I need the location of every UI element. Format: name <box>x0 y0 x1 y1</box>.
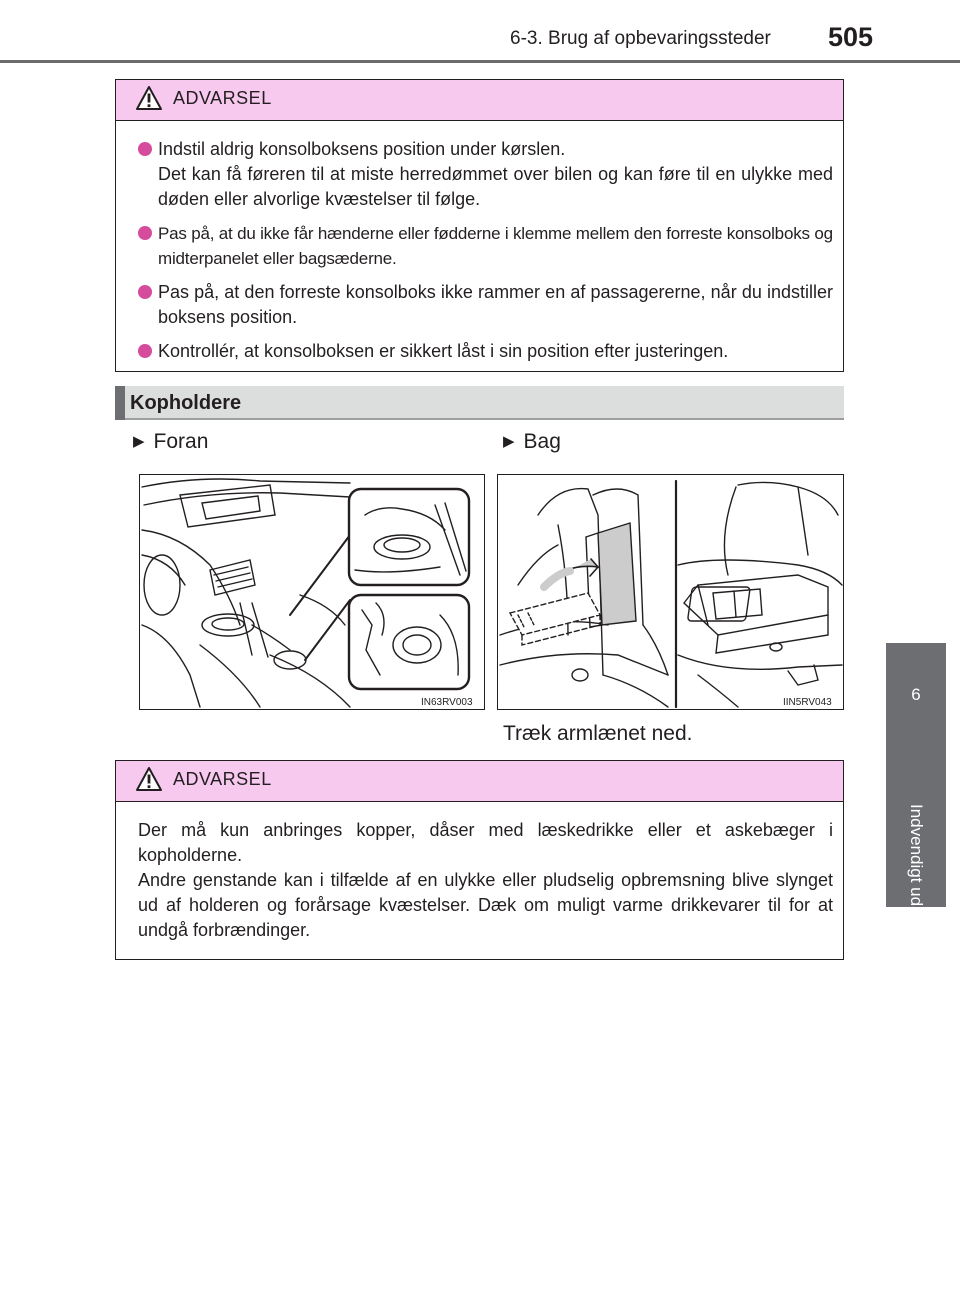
bullet-icon <box>138 344 152 358</box>
warning-item <box>138 339 833 364</box>
warning-box-console <box>115 79 844 372</box>
warning-title: ADVARSEL <box>173 88 272 108</box>
warning-item <box>138 137 833 212</box>
warning-item <box>138 280 833 330</box>
warning-item <box>138 221 833 271</box>
header-rule <box>0 60 960 63</box>
section-title: Kopholdere <box>130 392 242 414</box>
warning-item-line: Indstil aldrig konsolboksens position under kørslen. <box>158 139 566 159</box>
warning-triangle-icon <box>136 767 162 791</box>
warning-item-text: Kontrollér, at konsolboksen er sikkert låst i sin position efter justeringen. <box>158 341 729 361</box>
chapter-tab-label: Indvendigt udstyr <box>907 804 926 934</box>
warning-item-text: Det kan få føreren til at miste herredømmet over bilen og kan føre til en ulykke med døden eller alvorlige kvæstelser til følge. <box>158 164 833 209</box>
front-label <box>133 430 208 454</box>
bullet-icon <box>138 142 152 156</box>
warning-header <box>116 761 843 802</box>
rear-armrest-illustration <box>497 474 844 710</box>
triangle-arrow-icon: ▶ <box>503 433 515 450</box>
warning-paragraph: Der må kun anbringes kopper, dåser med læskedrikke eller et askebæger i kopholderne. <box>138 820 833 865</box>
warning-body <box>116 802 843 957</box>
warning-triangle-icon <box>136 86 162 110</box>
triangle-arrow-icon: ▶ <box>133 433 145 450</box>
warning-header <box>116 80 843 121</box>
running-header-section: 6-3. Brug af opbevaringssteder <box>510 28 771 49</box>
front-console-drawing <box>140 475 484 709</box>
warning-paragraph: Andre genstande kan i tilfælde af en ulykke eller pludselig opbremsning blive slynget ud af holderen og forårsage kvæstelser. Dæk om muligt varme drikkevarer til for at undgå forbrændinger. <box>138 870 833 940</box>
rear-caption: Træk armlænet ned. <box>503 722 693 745</box>
warning-title: ADVARSEL <box>173 769 272 789</box>
bullet-icon <box>138 226 152 240</box>
rear-figure-code: IIN5RV043 <box>783 697 832 708</box>
warning-item-text: Pas på, at den forreste konsolboks ikke rammer en af passagererne, når du indstiller boksens position. <box>158 282 833 327</box>
warning-box-cupholder <box>115 760 844 960</box>
chapter-tab-number: 6 <box>911 685 921 704</box>
bullet-icon <box>138 285 152 299</box>
front-label-text: Foran <box>153 430 209 453</box>
warning-item-text: Pas på, at du ikke får hænderne eller fødderne i klemme mellem den forreste konsolboks og midterpanelet eller bagsæderne. <box>158 224 833 268</box>
section-heading-stripe <box>115 386 125 420</box>
front-figure-code: IN63RV003 <box>421 697 473 708</box>
front-cupholder-illustration <box>139 474 485 710</box>
warning-body <box>116 121 843 378</box>
rear-label <box>503 430 561 454</box>
page-number: 505 <box>828 22 874 52</box>
rear-label-text: Bag <box>523 430 561 453</box>
rear-armrest-drawing <box>498 475 843 709</box>
